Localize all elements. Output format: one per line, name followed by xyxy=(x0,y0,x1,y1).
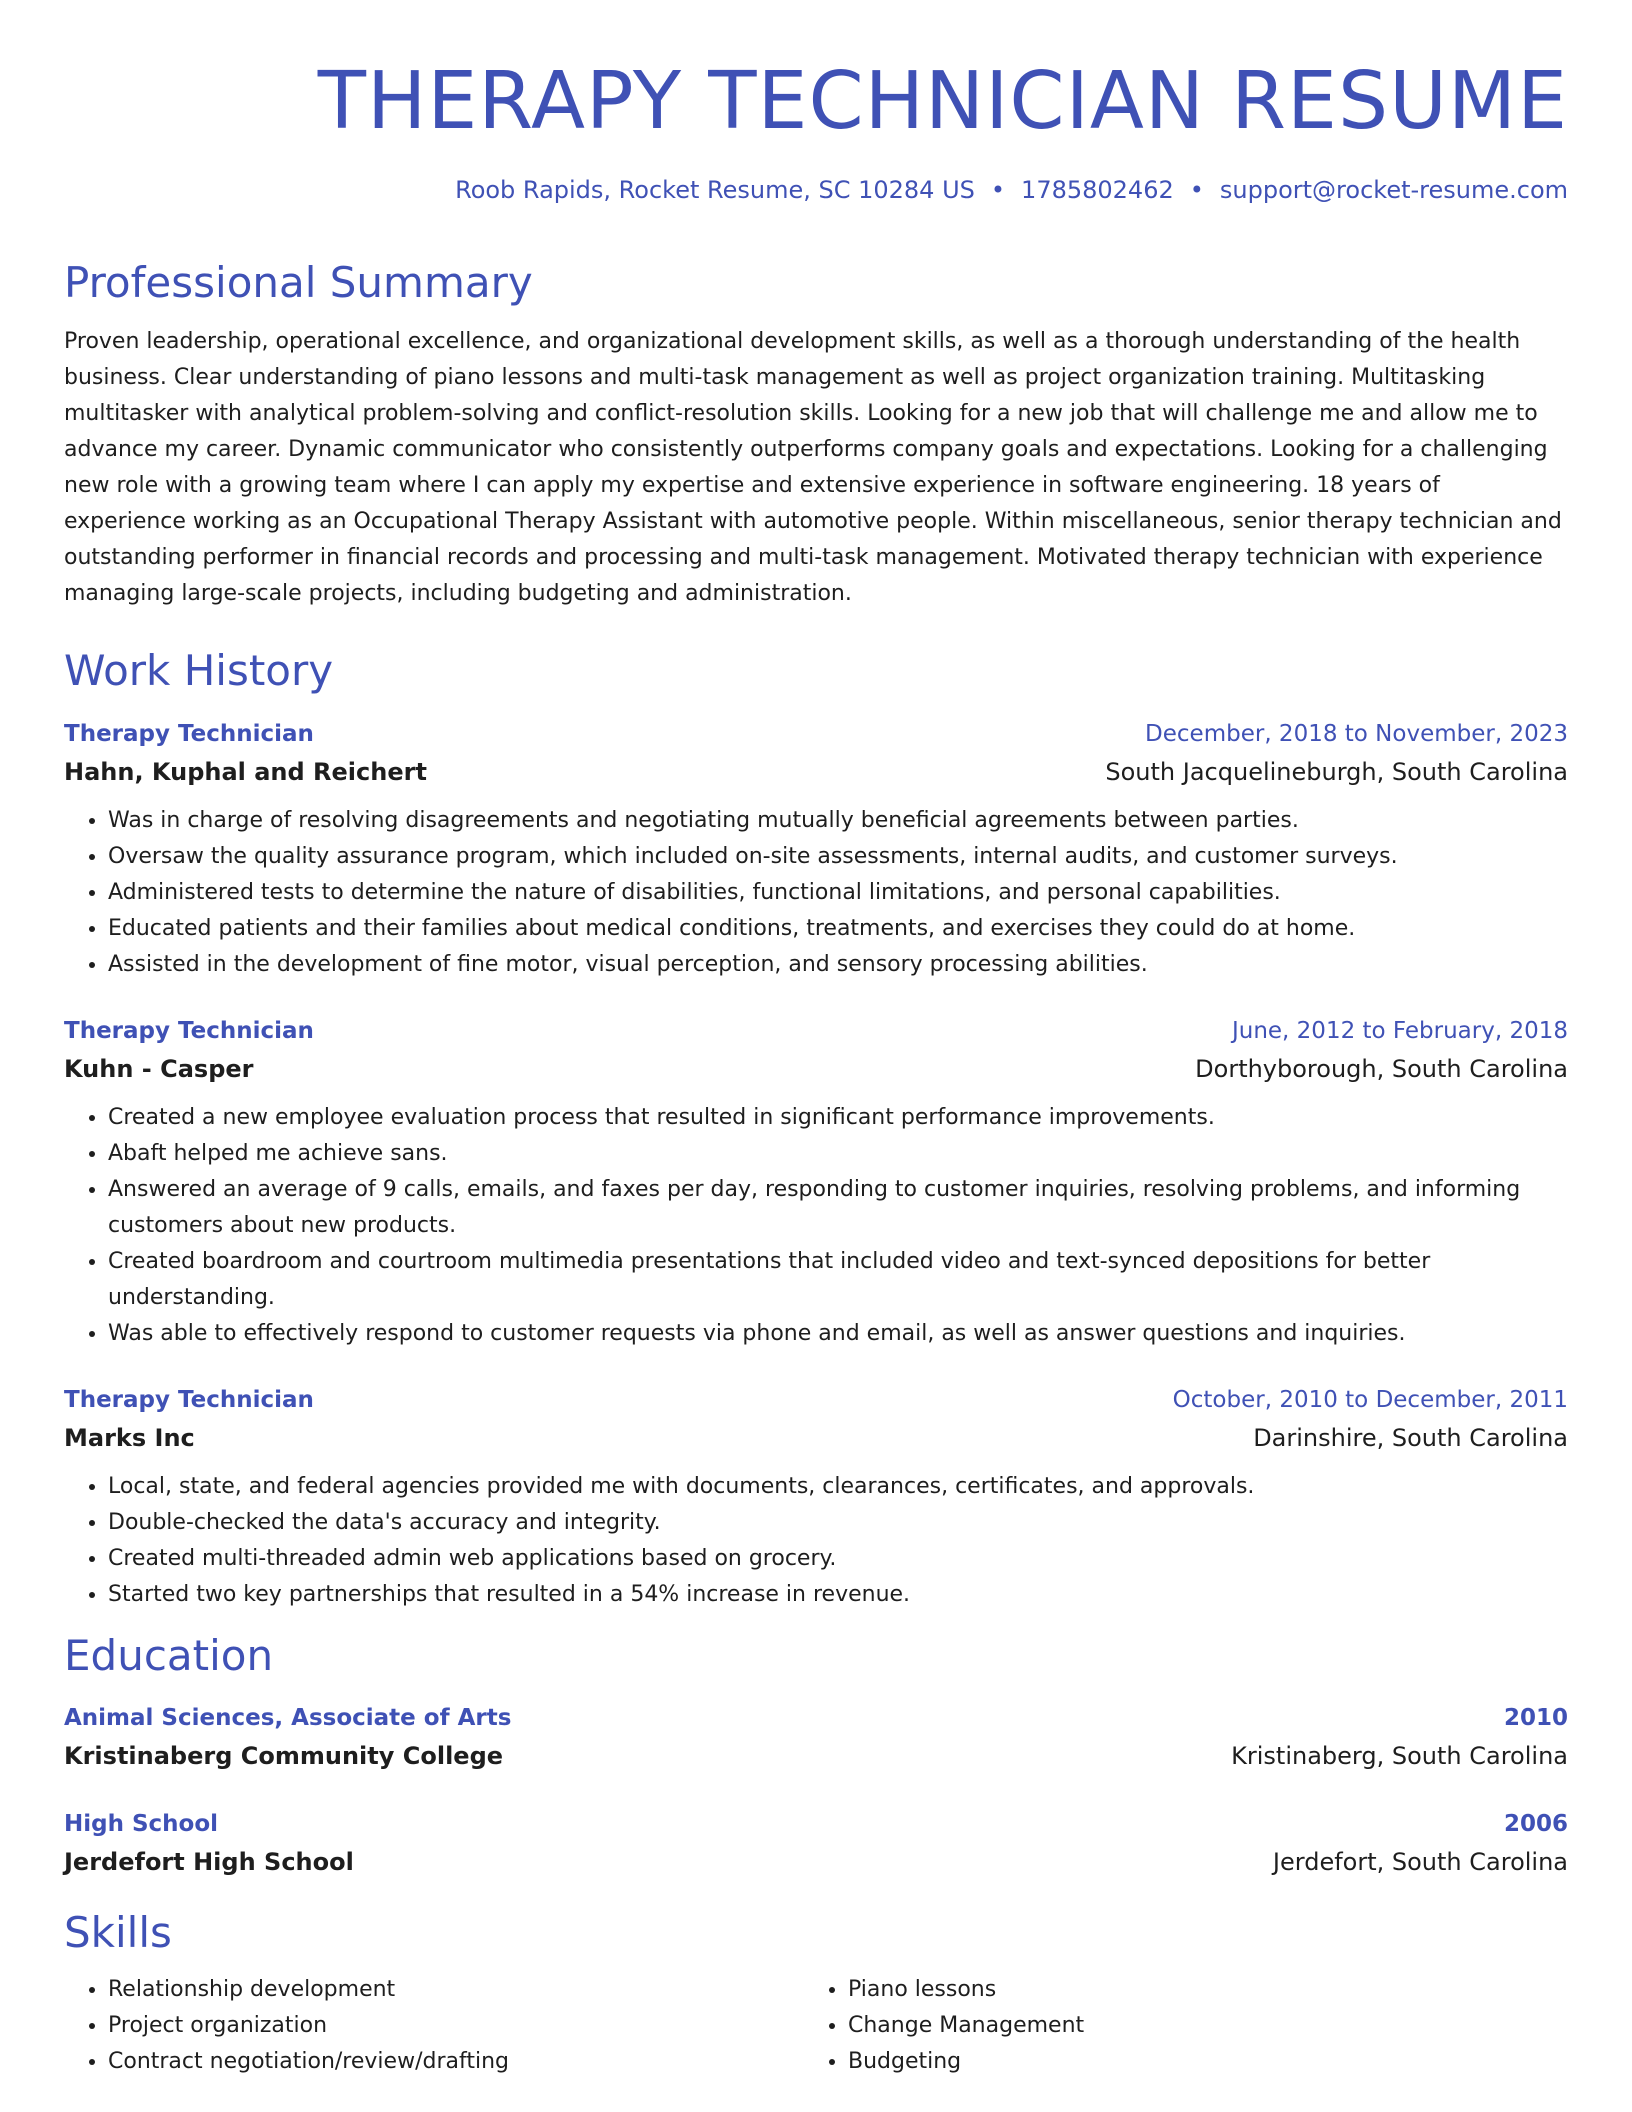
job-dates: December, 2018 to November, 2023 xyxy=(1145,721,1568,748)
skill-item: • Project organization xyxy=(108,2008,804,2044)
job-location: Darinshire, South Carolina xyxy=(1253,1424,1568,1453)
job-bullet: • Educated patients and their families about medical conditions, treatments, and exercises they could do at home. xyxy=(108,911,1568,947)
job-dates: October, 2010 to December, 2011 xyxy=(1172,1387,1568,1414)
education-header xyxy=(64,1700,1568,1736)
job-bullet: • Created boardroom and courtroom multimedia presentations that included video and text-synced depositions for better understanding. xyxy=(108,1244,1568,1316)
skills-column-right xyxy=(804,1972,1544,2080)
job-bullet: • Created a new employee evaluation process that resulted in significant performance improvements. xyxy=(108,1100,1568,1136)
job-bullet: • Assisted in the development of fine motor, visual perception, and sensory processing abilities. xyxy=(108,947,1568,983)
job-bullets xyxy=(64,803,1568,983)
education-header xyxy=(64,1806,1568,1842)
skill-item: • Change Management xyxy=(848,2008,1544,2044)
job-entry xyxy=(64,716,1568,983)
job-bullet: • Was able to effectively respond to customer requests via phone and email, as well as answer questions and inquiries. xyxy=(108,1316,1568,1352)
contact-email: support@rocket-resume.com xyxy=(1219,175,1568,204)
job-bullet: • Started two key partnerships that resulted in a 54% increase in revenue. xyxy=(108,1577,1568,1613)
job-bullet: • Answered an average of 9 calls, emails, and faxes per day, responding to customer inquiries, resolving problems, and informing customers about new products. xyxy=(108,1172,1568,1244)
job-entry xyxy=(64,1382,1568,1613)
job-header xyxy=(64,1382,1568,1418)
job-bullet: • Administered tests to determine the nature of disabilities, functional limitations, and personal capabilities. xyxy=(108,875,1568,911)
job-bullet: • Created multi-threaded admin web applications based on grocery. xyxy=(108,1541,1568,1577)
education-school: Jerdefort High School xyxy=(64,1847,354,1876)
education-entry xyxy=(64,1806,1568,1882)
job-location: South Jacquelineburgh, South Carolina xyxy=(1105,758,1568,787)
job-header xyxy=(64,716,1568,752)
skills-heading: Skills xyxy=(64,1907,172,1957)
skills-list xyxy=(64,1972,1568,2080)
job-bullet: • Abaft helped me achieve sans. xyxy=(108,1136,1568,1172)
work-history-heading: Work History xyxy=(64,646,334,696)
skill-item: • Relationship development xyxy=(108,1972,804,2008)
job-location: Dorthyborough, South Carolina xyxy=(1195,1055,1568,1084)
contact-line xyxy=(64,176,1568,205)
job-subheader xyxy=(64,1049,1568,1089)
education-degree: Animal Sciences, Associate of Arts xyxy=(64,1704,512,1731)
skill-item: • Piano lessons xyxy=(848,1972,1544,2008)
summary-heading: Professional Summary xyxy=(64,257,533,307)
job-subheader xyxy=(64,752,1568,792)
education-degree: High School xyxy=(64,1810,219,1837)
job-subheader xyxy=(64,1418,1568,1458)
job-company: Hahn, Kuphal and Reichert xyxy=(64,758,427,787)
education-school: Kristinaberg Community College xyxy=(64,1741,504,1770)
job-company: Marks Inc xyxy=(64,1424,195,1453)
job-company: Kuhn - Casper xyxy=(64,1055,254,1084)
job-header xyxy=(64,1013,1568,1049)
education-year: 2010 xyxy=(1503,1704,1568,1731)
contact-separator: • xyxy=(1189,175,1204,204)
skill-item: • Contract negotiation/review/drafting xyxy=(108,2044,804,2080)
job-bullets xyxy=(64,1469,1568,1613)
contact-address: Roob Rapids, Rocket Resume, SC 10284 US xyxy=(455,175,975,204)
job-bullets xyxy=(64,1100,1568,1352)
education-location: Kristinaberg, South Carolina xyxy=(1231,1741,1568,1770)
job-bullet: • Was in charge of resolving disagreements and negotiating mutually beneficial agreements between parties. xyxy=(108,803,1568,839)
skill-item: • Budgeting xyxy=(848,2044,1544,2080)
job-title: Therapy Technician xyxy=(64,721,314,748)
job-bullet: • Local, state, and federal agencies provided me with documents, clearances, certificates, and approvals. xyxy=(108,1469,1568,1505)
job-title: Therapy Technician xyxy=(64,1018,314,1045)
education-entry xyxy=(64,1700,1568,1776)
skills-column-left xyxy=(64,1972,804,2080)
job-entry xyxy=(64,1013,1568,1352)
education-heading: Education xyxy=(64,1631,274,1681)
job-bullet: • Double-checked the data's accuracy and integrity. xyxy=(108,1505,1568,1541)
contact-separator: • xyxy=(990,175,1006,204)
education-subheader xyxy=(64,1842,1568,1882)
contact-phone: 1785802462 xyxy=(1021,175,1174,204)
job-bullet: • Oversaw the quality assurance program, which included on-site assessments, internal audits, and customer surveys. xyxy=(108,839,1568,875)
education-location: Jerdefort, South Carolina xyxy=(1272,1847,1568,1876)
education-subheader xyxy=(64,1736,1568,1776)
education-year: 2006 xyxy=(1503,1810,1568,1837)
resume-title: THERAPY TECHNICIAN RESUME xyxy=(317,55,1568,147)
summary-text: Proven leadership, operational excellence, and organizational development skills, as well as a thorough understanding of the health business. Clear understanding of piano lessons and multi-task management as well as project organization training. Multitasking multitasker with analytical problem-solving and conflict-resolution skills. Looking for a new job that will challenge me and allow me to advance my career. Dynamic communicator who consistently outperforms company goals and expectations. Looking for a challenging new role with a growing team where I can apply my expertise and extensive experience in software engineering. 18 years of experience working as an Occupational Therapy Assistant with automotive people. Within miscellaneous, senior therapy technician and outstanding performer in financial records and processing and multi-task management. Motivated therapy technician with experience managing large-scale projects, including budgeting and administration. xyxy=(64,329,1562,607)
job-title: Therapy Technician xyxy=(64,1387,314,1414)
job-dates: June, 2012 to February, 2018 xyxy=(1231,1018,1568,1045)
